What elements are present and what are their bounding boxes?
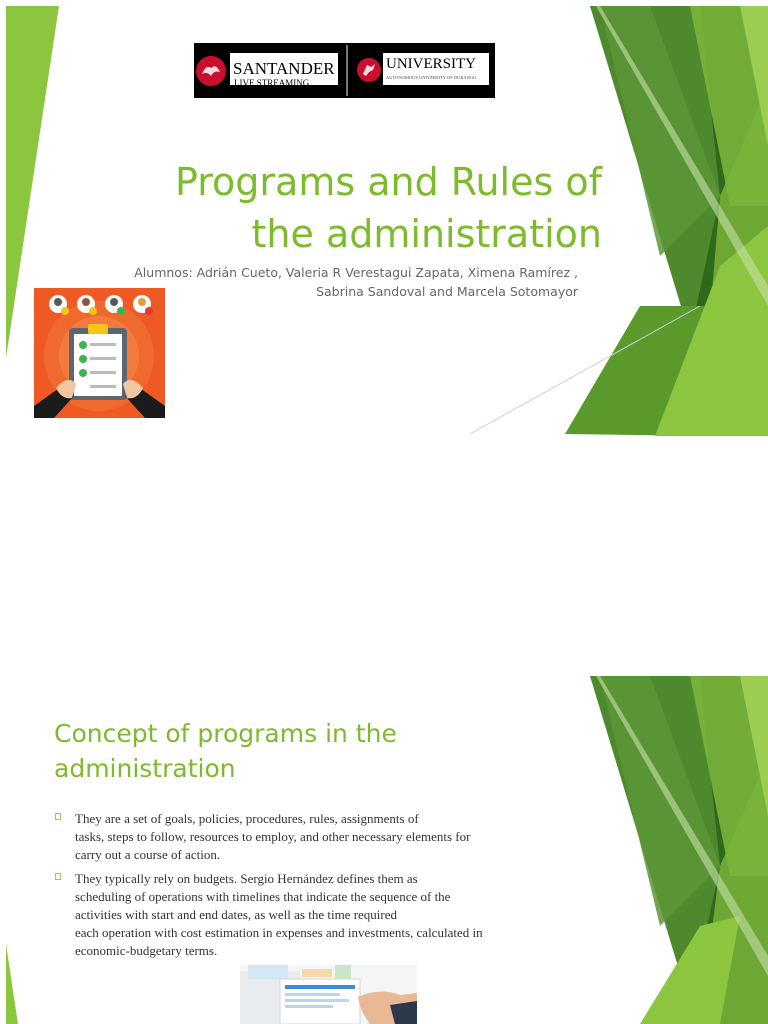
authors-line-2: Sabrina Sandoval and Marcela Sotomayor [316, 284, 578, 299]
list-item [54, 870, 534, 960]
horse-emblem-icon [356, 57, 382, 83]
bullet-list [54, 810, 534, 966]
business-charts-photo [240, 965, 417, 1024]
checklist-illustration [34, 288, 165, 418]
title-line-1: Programs and Rules of [175, 160, 602, 204]
title-line-2: the administration [251, 212, 602, 256]
authors [110, 263, 578, 301]
logo-right-text: UNIVERSITY [386, 56, 476, 72]
logo-left-subtext: LIVE STREAMING [234, 78, 310, 88]
logo-right-subtext: AUTONOMOUS UNIVERSITY OF DURANGO [386, 75, 477, 80]
section-title: Concept of programs in the administration [54, 719, 397, 783]
slide-title [0, 6, 768, 436]
bullet-text: They are a set of goals, policies, procedures, rules, assignments of tasks, steps to follow, resources to employ, and other necessary elements for carry out a course of action. [75, 811, 471, 862]
presentation-title [120, 156, 602, 260]
logo-left-text: SANTANDER [233, 59, 335, 78]
authors-line-1: Alumnos: Adrián Cueto, Valeria R Verestagui Zapata, Ximena Ramírez , [134, 265, 578, 280]
slide-concept [0, 676, 768, 1024]
bullet-square-icon [55, 813, 61, 820]
university-logo [194, 43, 495, 98]
list-item [54, 810, 534, 864]
bull-emblem-icon [194, 54, 228, 88]
bullet-text: They typically rely on budgets. Sergio Hernández defines them as scheduling of operations with timelines that indicate the sequence of the activities with start and end dates, as well as the time required each operation with cost estimation in expenses and investments, calculated in economic-budgetary terms. [75, 871, 483, 958]
bullet-square-icon [55, 873, 61, 880]
